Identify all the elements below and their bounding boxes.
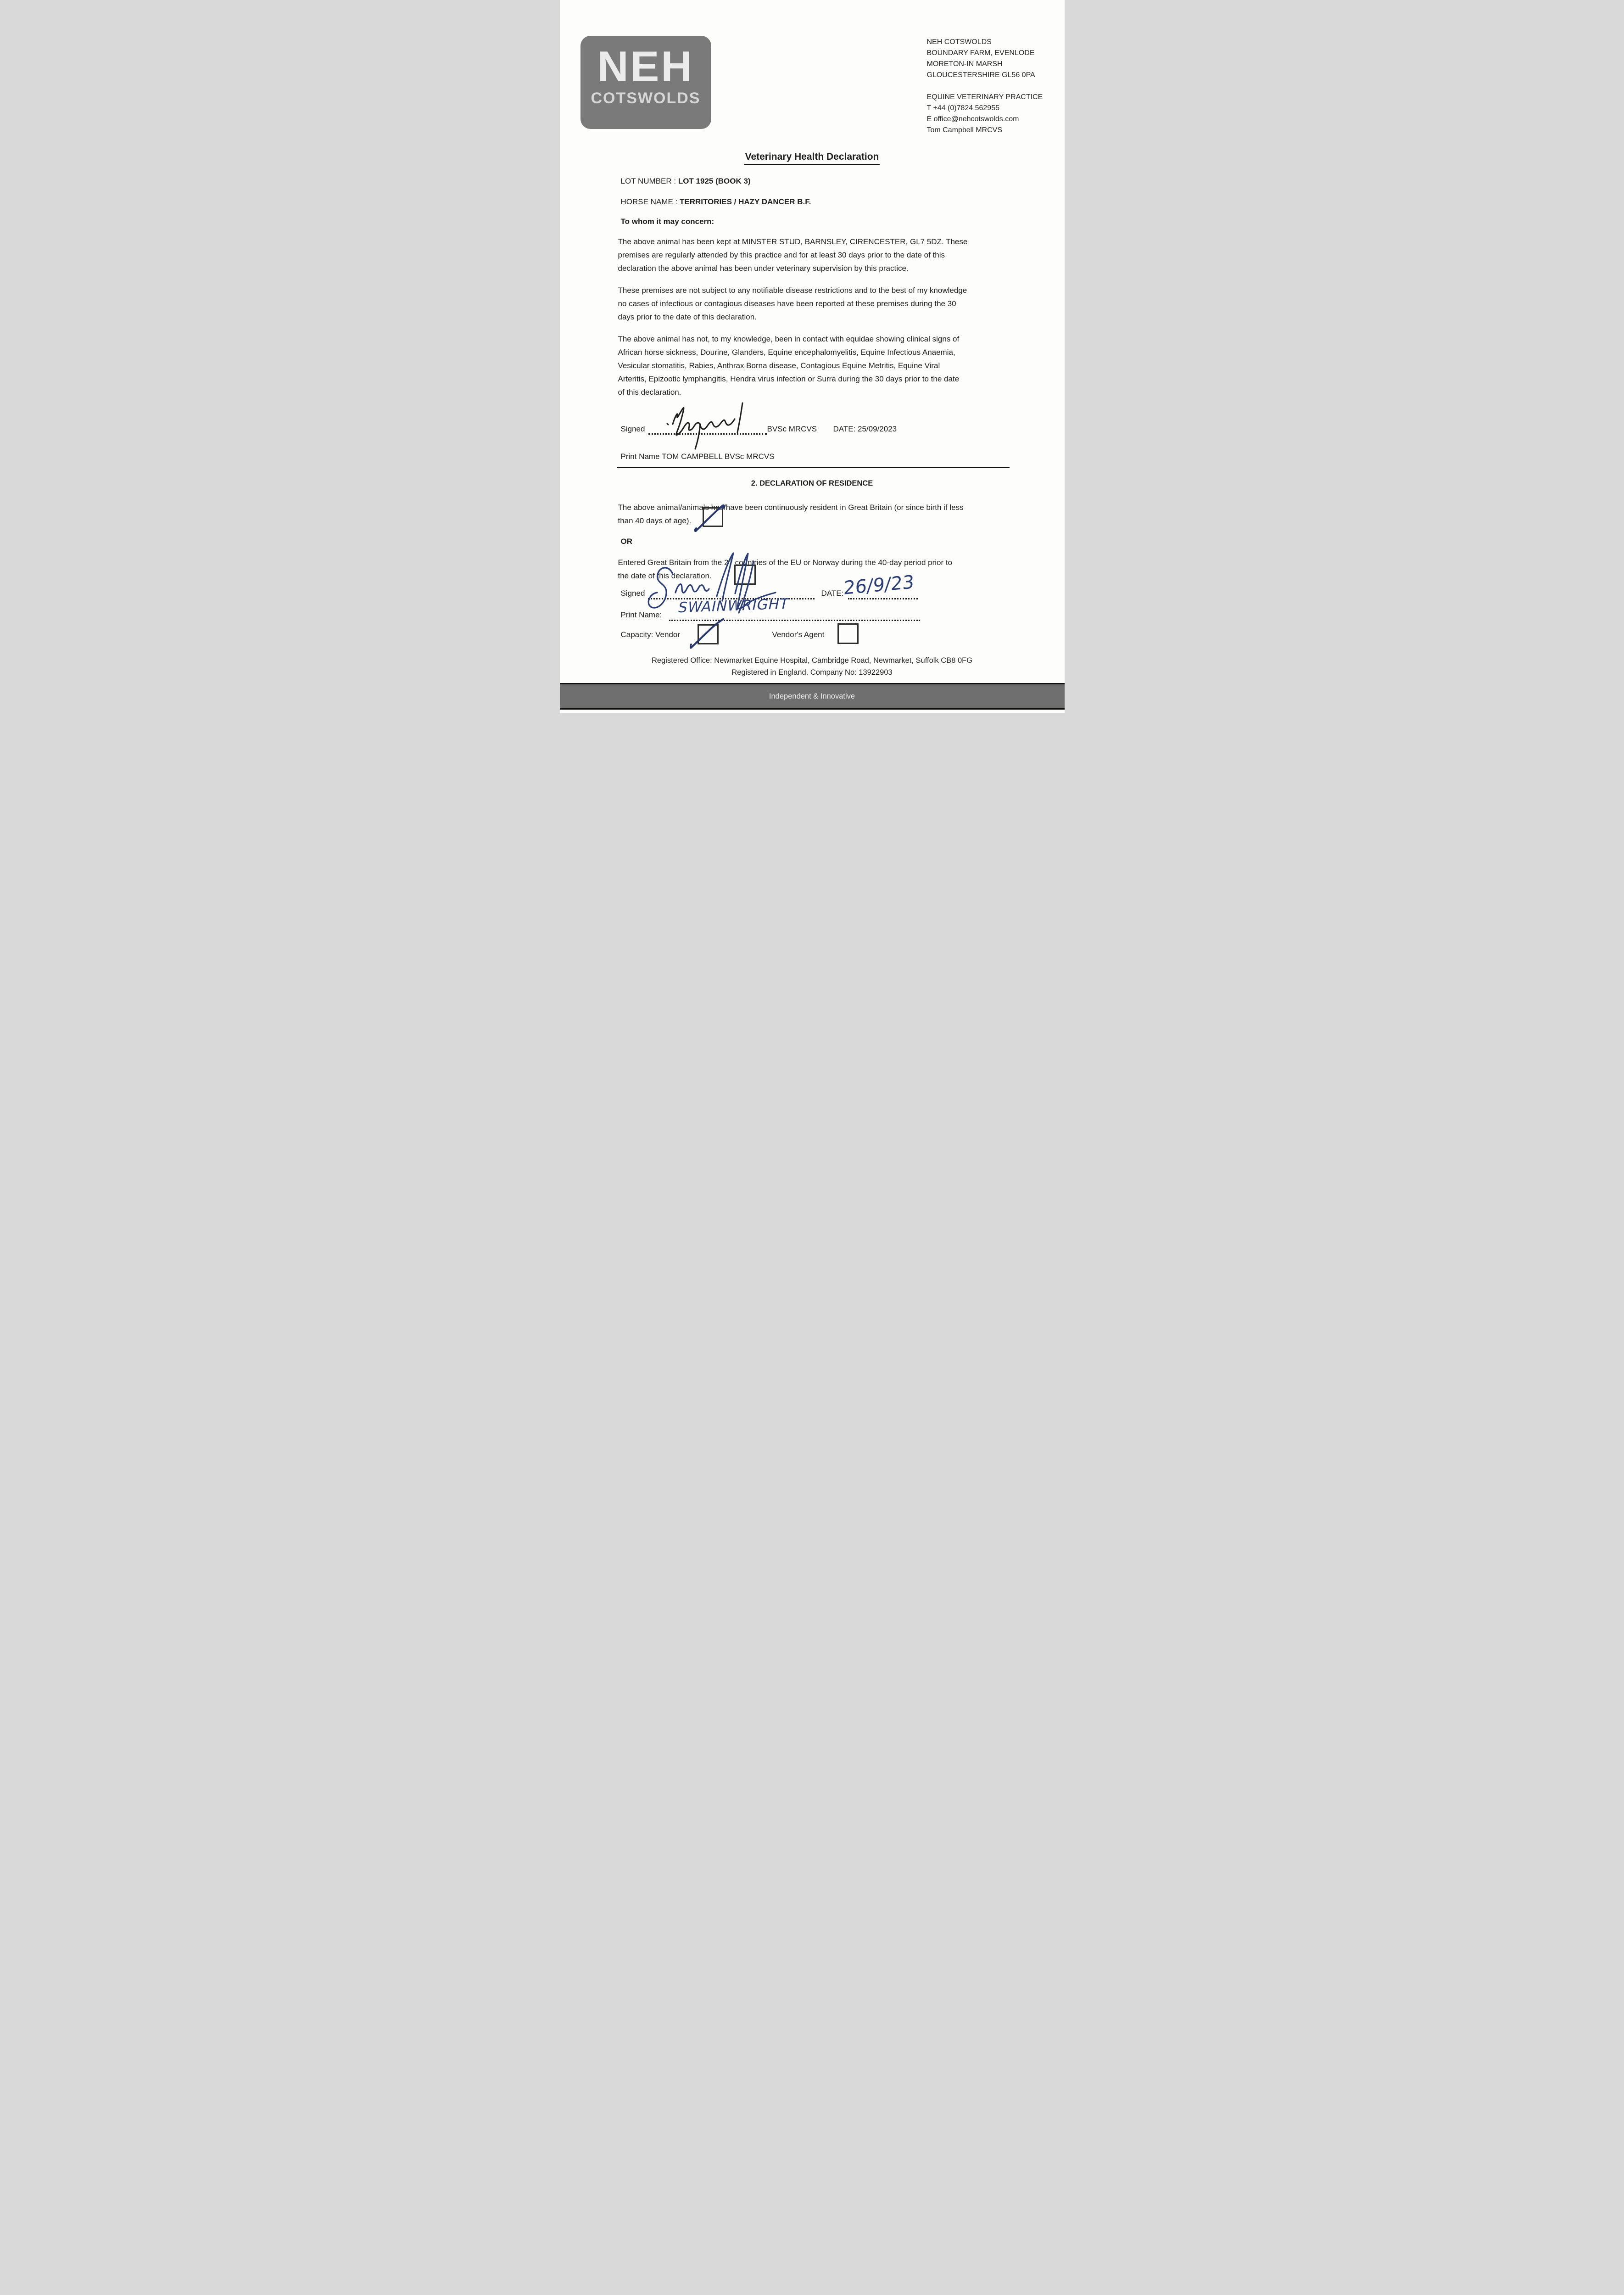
salutation: To whom it may concern: xyxy=(620,217,714,226)
registered-office-line: Registered Office: Newmarket Equine Hospital, Cambridge Road, Newmarket, Suffolk CB8 0FG xyxy=(651,656,973,665)
paragraph-premises-kept xyxy=(618,235,1013,275)
option-line: The above animal/animals has/have been continuously resident in Great Britain (or since birth if less xyxy=(618,503,964,512)
paragraph-line: Vesicular stomatitis, Rabies, Anthrax Borna disease, Contagious Equine Metritis, Equine Viral xyxy=(618,361,940,370)
vendor-date-dotted-line xyxy=(848,598,918,599)
logo-secondary-text: COTSWOLDS xyxy=(591,90,701,107)
lot-number-label: LOT NUMBER : xyxy=(620,177,678,185)
vendors-agent-checkbox[interactable] xyxy=(837,623,859,644)
lot-number-row xyxy=(621,177,751,186)
address-line: NEH COTSWOLDS xyxy=(926,38,992,46)
vet-signed-label: Signed xyxy=(620,425,645,433)
paragraph-line: declaration the above animal has been under veterinary supervision by this practice. xyxy=(618,264,909,273)
residence-continuous-tick-mark xyxy=(694,504,727,533)
paragraph-line: Arteritis, Epizootic lymphangitis, Hendra virus infection or Surra during the 30 days prior to the date xyxy=(618,375,960,383)
capacity-vendor-label: Capacity: Vendor xyxy=(620,630,680,639)
vet-date: DATE: 25/09/2023 xyxy=(833,425,897,433)
vet-signature-ink xyxy=(662,397,753,450)
practice-line: Tom Campbell MRCVS xyxy=(926,126,1002,134)
paragraph-line: The above animal has not, to my knowledge, been in contact with equidae showing clinical signs of xyxy=(618,335,960,343)
letterhead-address-block xyxy=(927,37,1043,136)
option-line: the date of this declaration. xyxy=(618,571,712,580)
neh-cotswolds-logo xyxy=(580,36,711,129)
option-line: than 40 days of age). xyxy=(618,516,692,525)
section-divider-rule xyxy=(617,467,1010,468)
paragraph-disease-restrictions xyxy=(618,284,1013,324)
address-line: BOUNDARY FARM, EVENLODE xyxy=(926,49,1035,57)
footer-tagline: Independent & Innovative xyxy=(769,692,855,700)
paragraph-no-contact-diseases xyxy=(618,332,1013,399)
paragraph-line: premises are regularly attended by this practice and for at least 30 days prior to the date of this xyxy=(618,251,945,259)
practice-line: E office@nehcotswolds.com xyxy=(926,115,1019,123)
vendors-agent-label: Vendor's Agent xyxy=(772,630,825,639)
footer-tagline-bar xyxy=(560,683,1065,710)
address-gap xyxy=(927,81,1043,92)
registered-in-england-line: Registered in England. Company No: 13922903 xyxy=(731,668,893,677)
declaration-of-residence-heading: 2. DECLARATION OF RESIDENCE xyxy=(751,479,873,487)
horse-name-value: TERRITORIES / HAZY DANCER B.F. xyxy=(679,197,811,206)
practice-line: T +44 (0)7824 562955 xyxy=(926,104,999,112)
paragraph-line: of this declaration. xyxy=(618,388,681,397)
vet-print-name: Print Name TOM CAMPBELL BVSc MRCVS xyxy=(620,452,775,461)
option-line: Entered Great Britain from the 27 countries of the EU or Norway during the 40-day period prior to xyxy=(618,558,953,567)
horse-name-row xyxy=(621,197,811,207)
vendor-date-label: DATE: xyxy=(821,589,844,598)
title-wrap xyxy=(621,151,1004,165)
address-line: MORETON-IN MARSH xyxy=(926,60,1003,68)
paragraph-line: African horse sickness, Dourine, Glanders, Equine encephalomyelitis, Equine Infectious Anaemia, xyxy=(618,348,955,357)
logo-primary-text: NEH xyxy=(597,42,694,90)
paragraph-line: no cases of infectious or contagious diseases have been reported at these premises during the 30 xyxy=(618,299,956,308)
vendor-signed-label: Signed xyxy=(620,589,645,598)
handwritten-date: 26/9/23 xyxy=(843,571,915,599)
address-line: GLOUCESTERSHIRE GL56 0PA xyxy=(926,71,1035,79)
handwritten-print-name: SWAINWRIGHT xyxy=(676,595,791,616)
vendor-print-name-label: Print Name: xyxy=(620,610,662,619)
residence-option-continuous xyxy=(618,501,1013,527)
lot-number-value: LOT 1925 (BOOK 3) xyxy=(678,177,751,185)
paragraph-line: These premises are not subject to any notifiable disease restrictions and to the best of my knowledge xyxy=(618,286,967,295)
or-label: OR xyxy=(620,537,632,546)
page-title: Veterinary Health Declaration xyxy=(744,151,880,165)
practice-line: EQUINE VETERINARY PRACTICE xyxy=(926,93,1043,101)
scanned-veterinary-declaration-page xyxy=(560,0,1065,713)
paragraph-line: days prior to the date of this declaration. xyxy=(618,313,757,321)
horse-name-label: HORSE NAME : xyxy=(620,197,680,206)
paragraph-line: The above animal has been kept at MINSTER STUD, BARNSLEY, CIRENCESTER, GL7 5DZ. These xyxy=(618,237,968,246)
vet-qualification: BVSc MRCVS xyxy=(767,425,817,433)
capacity-vendor-tick-mark xyxy=(690,618,725,649)
